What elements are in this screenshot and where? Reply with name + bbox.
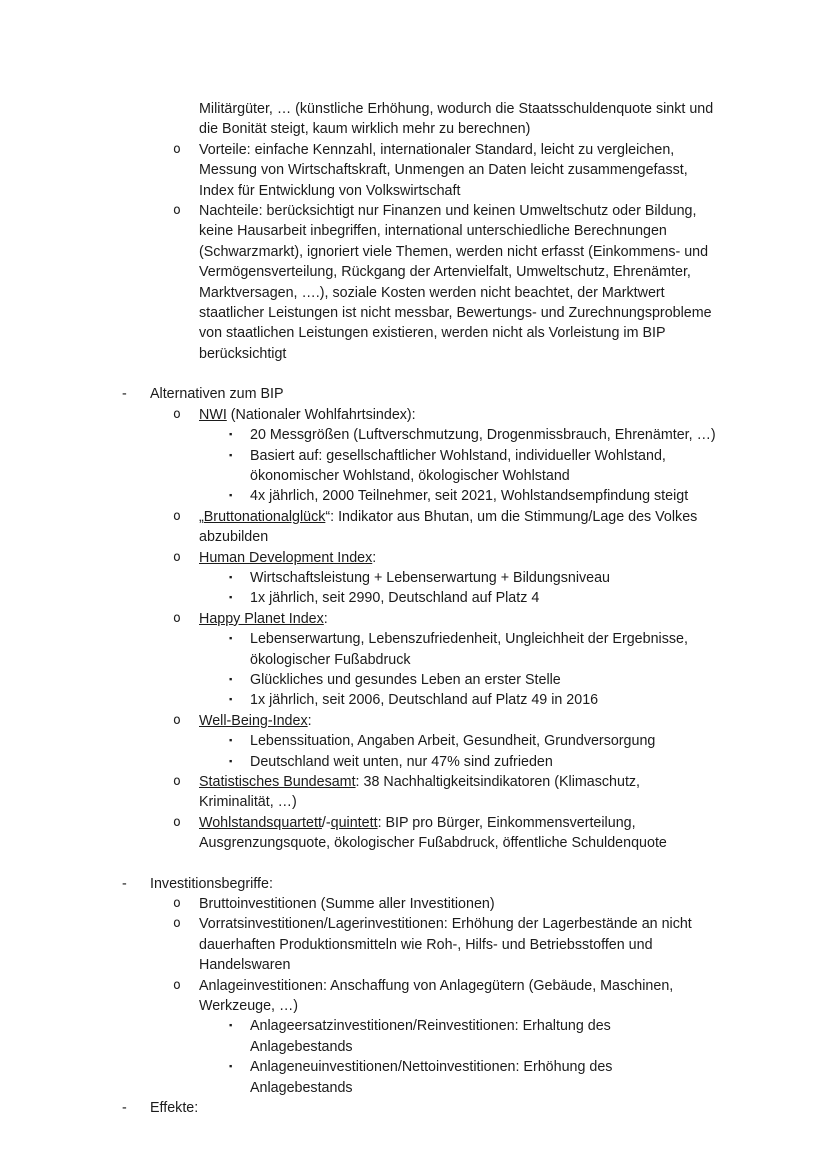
- square-bullet-marker: ▪: [229, 592, 233, 604]
- list-item-text: Deutschland weit unten, nur 47% sind zufrieden: [250, 753, 553, 770]
- list-item: [0, 914, 828, 975]
- circle-bullet-marker: o: [173, 610, 181, 626]
- square-bullet-marker: ▪: [229, 571, 233, 583]
- list-item-text: Lebenssituation, Angaben Arbeit, Gesundheit, Grundversorgung: [250, 733, 656, 750]
- list-item: [0, 711, 828, 731]
- circle-bullet-marker: o: [173, 916, 181, 932]
- circle-bullet-marker: o: [173, 977, 181, 993]
- square-bullet-marker: ▪: [229, 490, 233, 502]
- circle-bullet-marker: o: [173, 508, 181, 524]
- list-item: [0, 772, 828, 813]
- circle-bullet-marker: o: [173, 549, 181, 565]
- square-bullet-marker: ▪: [229, 673, 233, 685]
- dash-bullet-marker: -: [122, 386, 127, 403]
- list-item: [0, 731, 828, 751]
- list-item-text: Anlageersatzinvestitionen/Reinvestitionen: Erhaltung des Anlagebestands: [250, 1018, 611, 1055]
- list-item: [0, 874, 828, 894]
- list-item-text: Happy Planet Index:: [199, 610, 328, 627]
- circle-bullet-marker: o: [173, 814, 181, 830]
- square-bullet-marker: ▪: [229, 735, 233, 747]
- list-item: [0, 1057, 828, 1098]
- list-item: [0, 548, 828, 568]
- square-bullet-marker: ▪: [229, 429, 233, 441]
- list-item-text: 4x jährlich, 2000 Teilnehmer, seit 2021, Wohlstandsempfindung steigt: [250, 488, 689, 505]
- circle-bullet-marker: o: [173, 712, 181, 728]
- list-item-text: Militärgüter, … (künstliche Erhöhung, wodurch die Staatsschuldenquote sinkt und die Bonität steigt, kaum wirklich mehr zu berechnen): [199, 101, 714, 138]
- list-item: [0, 140, 828, 201]
- circle-bullet-marker: o: [173, 203, 181, 219]
- square-bullet-marker: ▪: [229, 1061, 233, 1073]
- list-item: [0, 629, 828, 670]
- list-item-text: Effekte:: [150, 1100, 199, 1117]
- list-item: [0, 446, 828, 487]
- circle-bullet-marker: o: [173, 406, 181, 422]
- circle-bullet-marker: o: [173, 774, 181, 789]
- square-bullet-marker: ▪: [229, 1020, 233, 1032]
- list-item: [0, 1098, 828, 1118]
- list-item: [0, 507, 828, 548]
- list-item-text: Statistisches Bundesamt: 38 Nachhaltigkeitsindikatoren (Klimaschutz, Kriminalität, …): [199, 774, 641, 811]
- list-item-text: Investitionsbegriffe:: [150, 875, 273, 892]
- circle-bullet-marker: o: [173, 141, 181, 157]
- dash-bullet-marker: -: [122, 875, 127, 892]
- square-bullet-marker: ▪: [229, 755, 233, 767]
- list-item-text: Vorratsinvestitionen/Lagerinvestitionen: Erhöhung der Lagerbestände an nicht dauerhaften Produktionsmitteln wie Roh-, Hilfs- und Betriebsstoffen und Handelswaren: [199, 916, 692, 974]
- list-item: [0, 752, 828, 772]
- list-item-text: 1x jährlich, seit 2006, Deutschland auf Platz 49 in 2016: [250, 692, 599, 709]
- list-item: [0, 609, 828, 629]
- list-item: [0, 384, 828, 404]
- list-item-text: NWI (Nationaler Wohlfahrtsindex):: [199, 406, 416, 423]
- list-item-text: Anlageinvestitionen: Anschaffung von Anlagegütern (Gebäude, Maschinen, Werkzeuge, …): [199, 977, 674, 1015]
- list-item-text: Wirtschaftsleistung + Lebenserwartung + Bildungsniveau: [250, 569, 611, 586]
- list-item-text: Glückliches und gesundes Leben an erster Stelle: [250, 671, 561, 688]
- list-item-text: 20 Messgrößen (Luftverschmutzung, Drogenmissbrauch, Ehrenämter, …): [250, 427, 716, 444]
- list-item: [0, 405, 828, 425]
- list-item: [0, 486, 828, 506]
- list-item-text: Human Development Index:: [199, 549, 377, 566]
- list-item: [0, 670, 828, 690]
- list-item-text: Wohlstandsquartett/-quintett: BIP pro Bürger, Einkommensverteilung, Ausgrenzungsquote, ökologischer Fußabdruck, öffentliche Schuldenquote: [199, 814, 667, 852]
- list-item-text: „Bruttonationalglück“: Indikator aus Bhutan, um die Stimmung/Lage des Volkes abzubilden: [199, 508, 698, 546]
- list-item-text: Vorteile: einfache Kennzahl, internationaler Standard, leicht zu vergleichen, Messung von Wirtschaftskraft, Unmengen an Daten leicht zusammengefasst, Index für Entwicklung von Volkswirtschaft: [199, 141, 688, 199]
- list-item: [0, 1016, 828, 1057]
- list-item: [0, 588, 828, 608]
- list-item: [0, 690, 828, 710]
- list-item-text: Basiert auf: gesellschaftlicher Wohlstand, individueller Wohlstand, ökonomischer Wohlstand, ökologischer Wohlstand: [250, 447, 666, 484]
- dash-bullet-marker: -: [122, 1100, 127, 1117]
- document-content: [0, 99, 828, 1119]
- list-item-text: Bruttoinvestitionen (Summe aller Investitionen): [199, 896, 495, 913]
- paragraph-continuation: [0, 99, 828, 140]
- list-item-text: Lebenserwartung, Lebenszufriedenheit, Ungleichheit der Ergebnisse, ökologischer Fußabdruck: [250, 631, 688, 668]
- list-item: [0, 894, 828, 914]
- list-item-text: Anlageneuinvestitionen/Nettoinvestitionen: Erhöhung des Anlagebestands: [250, 1059, 613, 1096]
- list-item: [0, 568, 828, 588]
- square-bullet-marker: ▪: [229, 449, 233, 461]
- list-item-text: Nachteile: berücksichtigt nur Finanzen und keinen Umweltschutz oder Bildung, keine Hausarbeit inbegriffen, international unterschiedliche Berechnungen (Schwarzmarkt), ignoriert viele Themen, werden nicht erfasst (Einkommens- und Vermögensverteilung, Rückgang der Artenvielfalt, Umweltschutz, Ehrenämter, Marktversagen, ….), soziale Kosten werden nicht beachtet, der Marktwert staatlicher Leistungen ist nicht messbar, Bewertungs- und Zurechnungsprobleme von staatlichen Leistungen existieren, werden nicht als Vorleistung im BIP berücksichtigt: [199, 203, 712, 362]
- square-bullet-marker: ▪: [229, 694, 233, 706]
- list-item: [0, 201, 828, 364]
- list-item: [0, 813, 828, 854]
- list-item: [0, 425, 828, 445]
- square-bullet-marker: ▪: [229, 633, 233, 645]
- list-item: [0, 976, 828, 1017]
- list-item-text: Alternativen zum BIP: [150, 386, 284, 403]
- list-item-text: Well-Being-Index:: [199, 712, 312, 729]
- list-item-text: 1x jährlich, seit 2990, Deutschland auf Platz 4: [250, 590, 540, 607]
- circle-bullet-marker: o: [173, 896, 181, 912]
